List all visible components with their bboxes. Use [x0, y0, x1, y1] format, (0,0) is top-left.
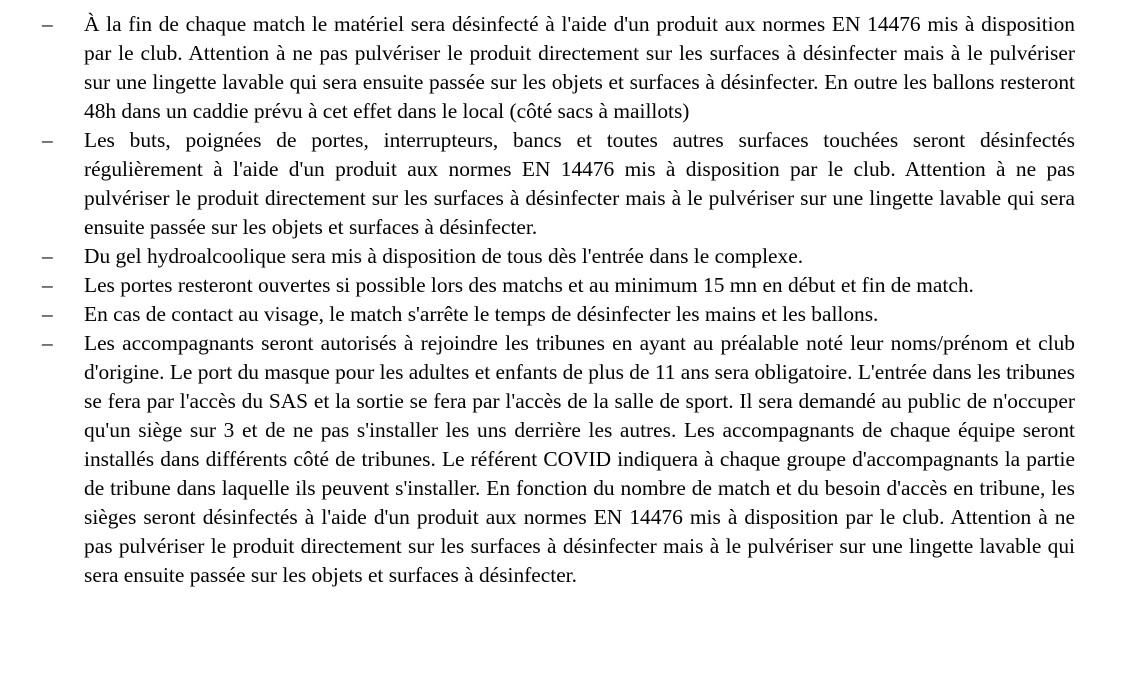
list-item — [0, 329, 1121, 590]
bullet-dash: – — [42, 244, 53, 268]
list-item — [0, 242, 1121, 271]
list-item-text: Les portes resteront ouvertes si possible lors des matchs et au minimum 15 mn en début et fin de match. — [84, 273, 974, 297]
bullet-dash: – — [42, 331, 53, 355]
list-item-text: En cas de contact au visage, le match s'arrête le temps de désinfecter les mains et les ballons. — [84, 302, 879, 326]
bullet-dash: – — [42, 128, 53, 152]
bullet-dash: – — [42, 12, 53, 36]
bullet-list — [0, 10, 1121, 590]
list-item-text: À la fin de chaque match le matériel sera désinfecté à l'aide d'un produit aux normes EN 14476 mis à disposition par le club. Attention à ne pas pulvériser le produit directement sur les surfaces à désinfecter mais à le pulvériser sur une lingette lavable qui sera ensuite passée sur les objets et surfaces à désinfecter. En outre les ballons resteront 48h dans un caddie prévu à cet effet dans le local (côté sacs à maillots) — [84, 12, 1075, 123]
list-item-text: Du gel hydroalcoolique sera mis à disposition de tous dès l'entrée dans le complexe. — [84, 244, 804, 268]
list-item — [0, 126, 1121, 242]
list-item — [0, 300, 1121, 329]
list-item-text: Les accompagnants seront autorisés à rejoindre les tribunes en ayant au préalable noté leur noms/prénom et club d'origine. Le port du masque pour les adultes et enfants de plus de 11 ans sera obligatoire. L'entrée dans les tribunes se fera par l'accès du SAS et la sortie se fera par l'accès de la salle de sport. Il sera demandé au public de n'occuper qu'un siège sur 3 et de ne pas s'installer les uns derrière les autres. Les accompagnants de chaque équipe seront installés dans différents côté de tribunes. Le référent COVID indiquera à chaque groupe d'accompagnants la partie de tribune dans laquelle ils peuvent s'installer. En fonction du nombre de match et du besoin d'accès en tribune, les sièges seront désinfectés à l'aide d'un produit aux normes EN 14476 mis à disposition par le club. Attention à ne pas pulvériser le produit directement sur les surfaces à désinfecter mais à le pulvériser sur une lingette lavable qui sera ensuite passée sur les objets et surfaces à désinfecter. — [84, 331, 1075, 587]
list-item-text: Les buts, poignées de portes, interrupteurs, bancs et toutes autres surfaces touchées seront désinfectés régulièrement à l'aide d'un produit aux normes EN 14476 mis à disposition par le club. Attention à ne pas pulvériser le produit directement sur les surfaces à désinfecter mais à le pulvériser sur une lingette lavable qui sera ensuite passée sur les objets et surfaces à désinfecter. — [84, 128, 1075, 239]
bullet-dash: – — [42, 302, 53, 326]
bullet-dash: – — [42, 273, 53, 297]
list-item — [0, 271, 1121, 300]
list-item — [0, 10, 1121, 126]
document-page — [0, 10, 1121, 590]
